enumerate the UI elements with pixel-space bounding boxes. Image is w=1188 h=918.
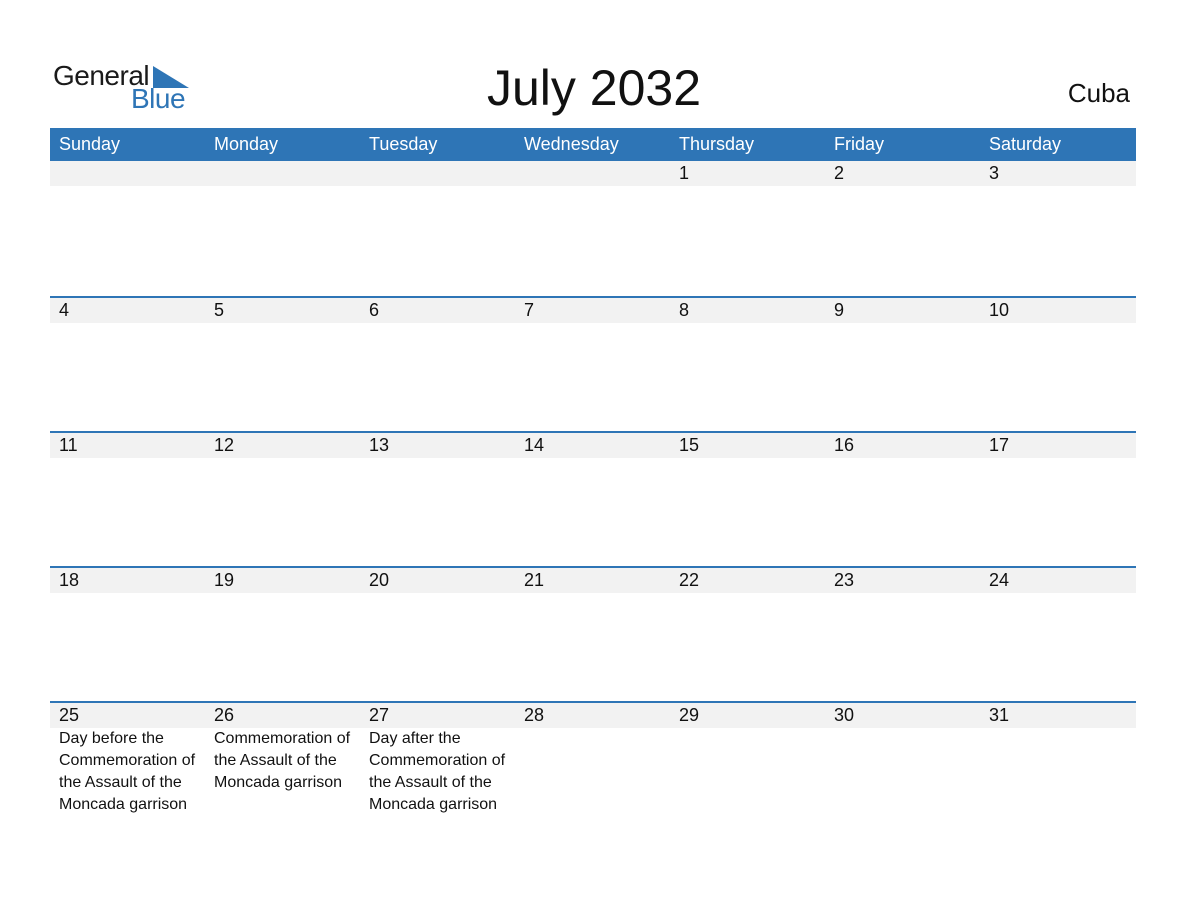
day-cell <box>980 161 1135 296</box>
day-cell <box>360 298 515 431</box>
day-cell <box>980 568 1135 701</box>
day-number: 26 <box>214 705 235 725</box>
logo-blue-text: Blue <box>131 83 186 114</box>
weekday-sunday: Sunday <box>59 134 121 154</box>
holiday-event-line: Moncada garrison <box>369 796 498 813</box>
day-cell <box>825 161 980 296</box>
day-cell <box>360 433 515 566</box>
day-number: 20 <box>369 570 390 590</box>
day-cell <box>205 568 360 701</box>
day-cell <box>825 298 980 431</box>
calendar-week <box>50 431 1136 566</box>
day-number: 1 <box>679 163 690 183</box>
holiday-event-line: Commemoration of <box>59 752 196 769</box>
day-cell <box>205 161 360 296</box>
weekday-friday: Friday <box>834 134 885 154</box>
day-cell <box>980 298 1135 431</box>
day-number: 30 <box>834 705 855 725</box>
day-number: 3 <box>989 163 1000 183</box>
page-title: July 2032 <box>486 60 702 116</box>
day-number: 10 <box>989 300 1010 320</box>
day-number: 18 <box>59 570 80 590</box>
day-number: 28 <box>524 705 545 725</box>
day-number: 21 <box>524 570 545 590</box>
day-number <box>360 161 515 186</box>
country-label: Cuba <box>1067 78 1130 108</box>
day-cell <box>205 433 360 566</box>
day-cell <box>515 161 670 296</box>
day-cell <box>360 568 515 701</box>
day-cell <box>360 161 515 296</box>
day-cell <box>50 568 205 701</box>
holiday-event-line: Day before the <box>59 730 164 747</box>
holiday-event <box>205 728 360 794</box>
holiday-event-line: the Assault of the <box>59 774 182 791</box>
day-cell <box>205 298 360 431</box>
day-number: 9 <box>834 300 845 320</box>
holiday-event-line: Commemoration of <box>214 730 351 747</box>
day-cell <box>50 161 205 296</box>
day-number: 5 <box>214 300 225 320</box>
day-number: 4 <box>59 300 70 320</box>
day-cell <box>515 298 670 431</box>
calendar-week <box>50 296 1136 431</box>
day-cell <box>670 161 825 296</box>
weekday-thursday: Thursday <box>679 134 755 154</box>
day-number: 15 <box>679 435 700 455</box>
day-number: 11 <box>59 435 78 455</box>
day-number: 17 <box>989 435 1010 455</box>
holiday-event <box>50 728 205 816</box>
day-cell <box>670 298 825 431</box>
day-cell <box>825 568 980 701</box>
day-cell <box>360 703 515 836</box>
day-number: 7 <box>524 300 535 320</box>
calendar-week <box>50 701 1136 836</box>
day-number: 14 <box>524 435 545 455</box>
day-number: 12 <box>214 435 235 455</box>
day-cell <box>205 703 360 836</box>
weekday-monday: Monday <box>214 134 279 154</box>
calendar-week <box>50 566 1136 701</box>
day-cell <box>670 568 825 701</box>
day-number: 31 <box>989 705 1010 725</box>
day-number <box>50 161 205 186</box>
day-cell <box>980 433 1135 566</box>
calendar-week <box>50 161 1136 296</box>
day-number: 29 <box>679 705 700 725</box>
day-cell <box>515 568 670 701</box>
calendar-weeks <box>50 161 1136 836</box>
day-number: 16 <box>834 435 855 455</box>
day-cell <box>825 703 980 836</box>
weekday-header <box>50 128 1136 161</box>
day-number <box>515 161 670 186</box>
holiday-event-line: Day after the <box>369 730 461 747</box>
day-number: 2 <box>834 163 845 183</box>
day-number: 27 <box>369 705 390 725</box>
day-number: 13 <box>369 435 390 455</box>
day-cell <box>980 703 1135 836</box>
day-number: 24 <box>989 570 1010 590</box>
calendar-grid <box>50 128 1136 836</box>
day-number <box>205 161 360 186</box>
holiday-event-line: the Assault of the <box>214 752 337 769</box>
day-cell <box>515 433 670 566</box>
day-number: 22 <box>679 570 700 590</box>
day-cell <box>670 703 825 836</box>
day-cell <box>825 433 980 566</box>
holiday-event <box>360 728 515 816</box>
day-number: 19 <box>214 570 235 590</box>
day-cell <box>50 433 205 566</box>
holiday-event-line: Commemoration of <box>369 752 506 769</box>
holiday-event-line: Moncada garrison <box>59 796 188 813</box>
day-cell <box>670 433 825 566</box>
day-cell <box>50 298 205 431</box>
day-number: 6 <box>369 300 380 320</box>
holiday-event-line: Moncada garrison <box>214 774 343 791</box>
day-number: 8 <box>679 300 690 320</box>
weekday-saturday: Saturday <box>989 134 1062 154</box>
holiday-event-line: the Assault of the <box>369 774 492 791</box>
day-number: 25 <box>59 705 80 725</box>
day-cell <box>515 703 670 836</box>
logo-general-text: General <box>53 60 150 91</box>
day-number: 23 <box>834 570 855 590</box>
weekday-tuesday: Tuesday <box>369 134 438 154</box>
day-cell <box>50 703 205 836</box>
weekday-wednesday: Wednesday <box>524 134 619 154</box>
